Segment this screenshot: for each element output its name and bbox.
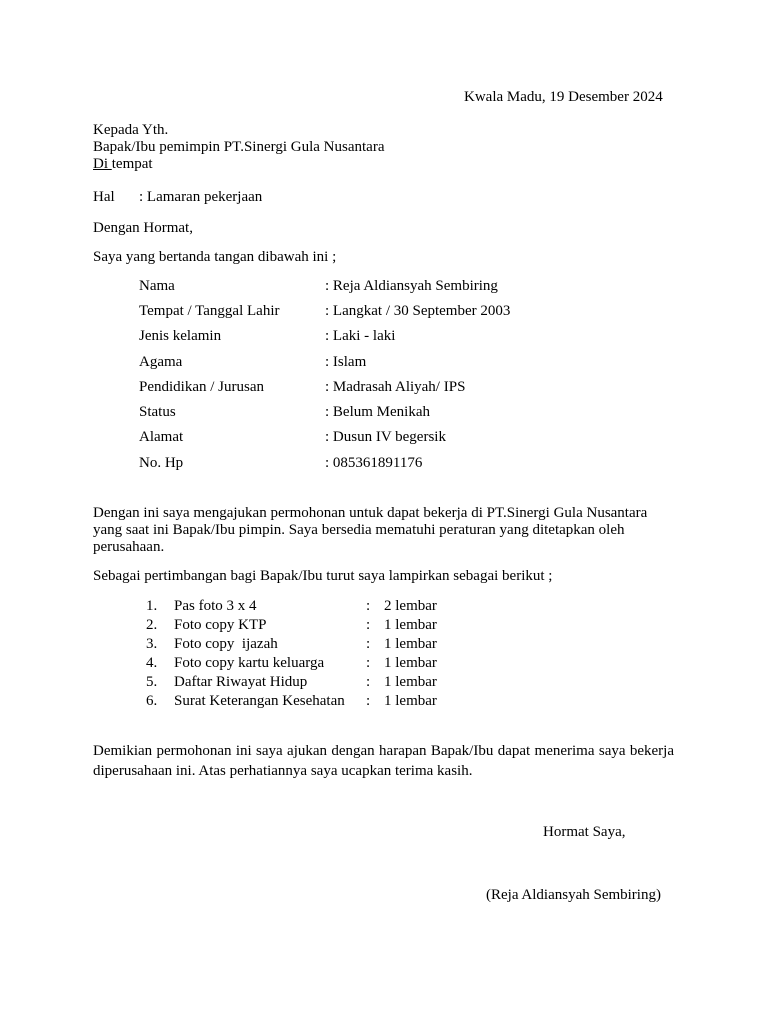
field-label-ttl: Tempat / Tanggal Lahir [139,303,280,319]
field-value-ttl: : Langkat / 30 September 2003 [325,303,511,319]
field-label-status: Status [139,404,176,420]
field-value-pendidikan: : Madrasah Aliyah/ IPS [325,379,466,395]
field-value-status: : Belum Menikah [325,404,430,420]
attachment-name: Foto copy ijazah [174,636,278,652]
attachment-number: 5. [146,674,158,690]
signature-closing: Hormat Saya, [543,824,626,840]
greeting: Dengan Hormat, [93,220,193,236]
recipient-line-2: Bapak/Ibu pemimpin PT.Sinergi Gula Nusantara [93,139,385,155]
field-label-agama: Agama [139,354,183,370]
recipient-line-3 [93,155,153,173]
attachment-number: 1. [146,598,158,614]
field-value-jenis-kelamin: : Laki - laki [325,328,396,344]
attachment-number: 3. [146,636,158,652]
attachment-colon: : [366,636,371,652]
attachment-quantity: 1 lembar [384,674,437,690]
body-paragraph: Dengan ini saya mengajukan permohonan untuk dapat bekerja di PT.Sinergi Gula Nusantara yang saat ini Bapak/Ibu pimpin. Saya bersedia mematuhi peraturan yang ditetapkan oleh perusahaan. [93,505,648,555]
attachment-name: Surat Keterangan Kesehatan [174,693,345,709]
attachment-quantity: 1 lembar [384,655,437,671]
attachment-number: 2. [146,617,158,633]
attachment-colon: : [366,655,371,671]
attachment-name: Foto copy KTP [174,617,267,633]
attachment-quantity: 1 lembar [384,636,437,652]
field-label-jenis-kelamin: Jenis kelamin [139,328,222,344]
attachment-quantity: 1 lembar [384,617,437,633]
attachment-colon: : [366,674,371,690]
field-label-pendidikan: Pendidikan / Jurusan [139,379,264,395]
attachment-name: Pas foto 3 x 4 [174,598,257,614]
closing-paragraph: Demikian permohonan ini saya ajukan dengan harapan Bapak/Ibu dapat menerima saya bekerja diperusahaan ini. Atas perhatiannya saya ucapkan terima kasih. [93,743,674,779]
place-date: Kwala Madu, 19 Desember 2024 [464,89,663,105]
field-label-no-hp: No. Hp [139,455,184,471]
attachment-quantity: 1 lembar [384,693,437,709]
attachment-colon: : [366,617,371,633]
signature-name: (Reja Aldiansyah Sembiring) [486,887,661,903]
recipient-tempat: tempat [111,156,153,172]
attachments-intro: Sebagai pertimbangan bagi Bapak/Ibu turut saya lampirkan sebagai berikut ; [93,568,553,584]
attachment-colon: : [366,598,371,614]
attachment-number: 6. [146,693,158,709]
attachment-number: 4. [146,655,158,671]
field-label-nama: Nama [139,278,175,294]
field-value-nama: : Reja Aldiansyah Sembiring [325,278,498,294]
subject-value: : Lamaran pekerjaan [139,189,263,205]
attachment-name: Foto copy kartu keluarga [174,655,325,671]
attachment-quantity: 2 lembar [384,598,437,614]
recipient-line-1: Kepada Yth. [93,122,169,138]
field-value-no-hp: : 085361891176 [325,455,423,471]
recipient-di: Di [93,156,112,172]
field-value-alamat: : Dusun IV begersik [325,429,446,445]
field-label-alamat: Alamat [139,429,184,445]
field-value-agama: : Islam [325,354,367,370]
attachment-name: Daftar Riwayat Hidup [174,674,308,690]
attachment-colon: : [366,693,371,709]
intro-text: Saya yang bertanda tangan dibawah ini ; [93,249,337,265]
subject-label: Hal [93,189,115,205]
